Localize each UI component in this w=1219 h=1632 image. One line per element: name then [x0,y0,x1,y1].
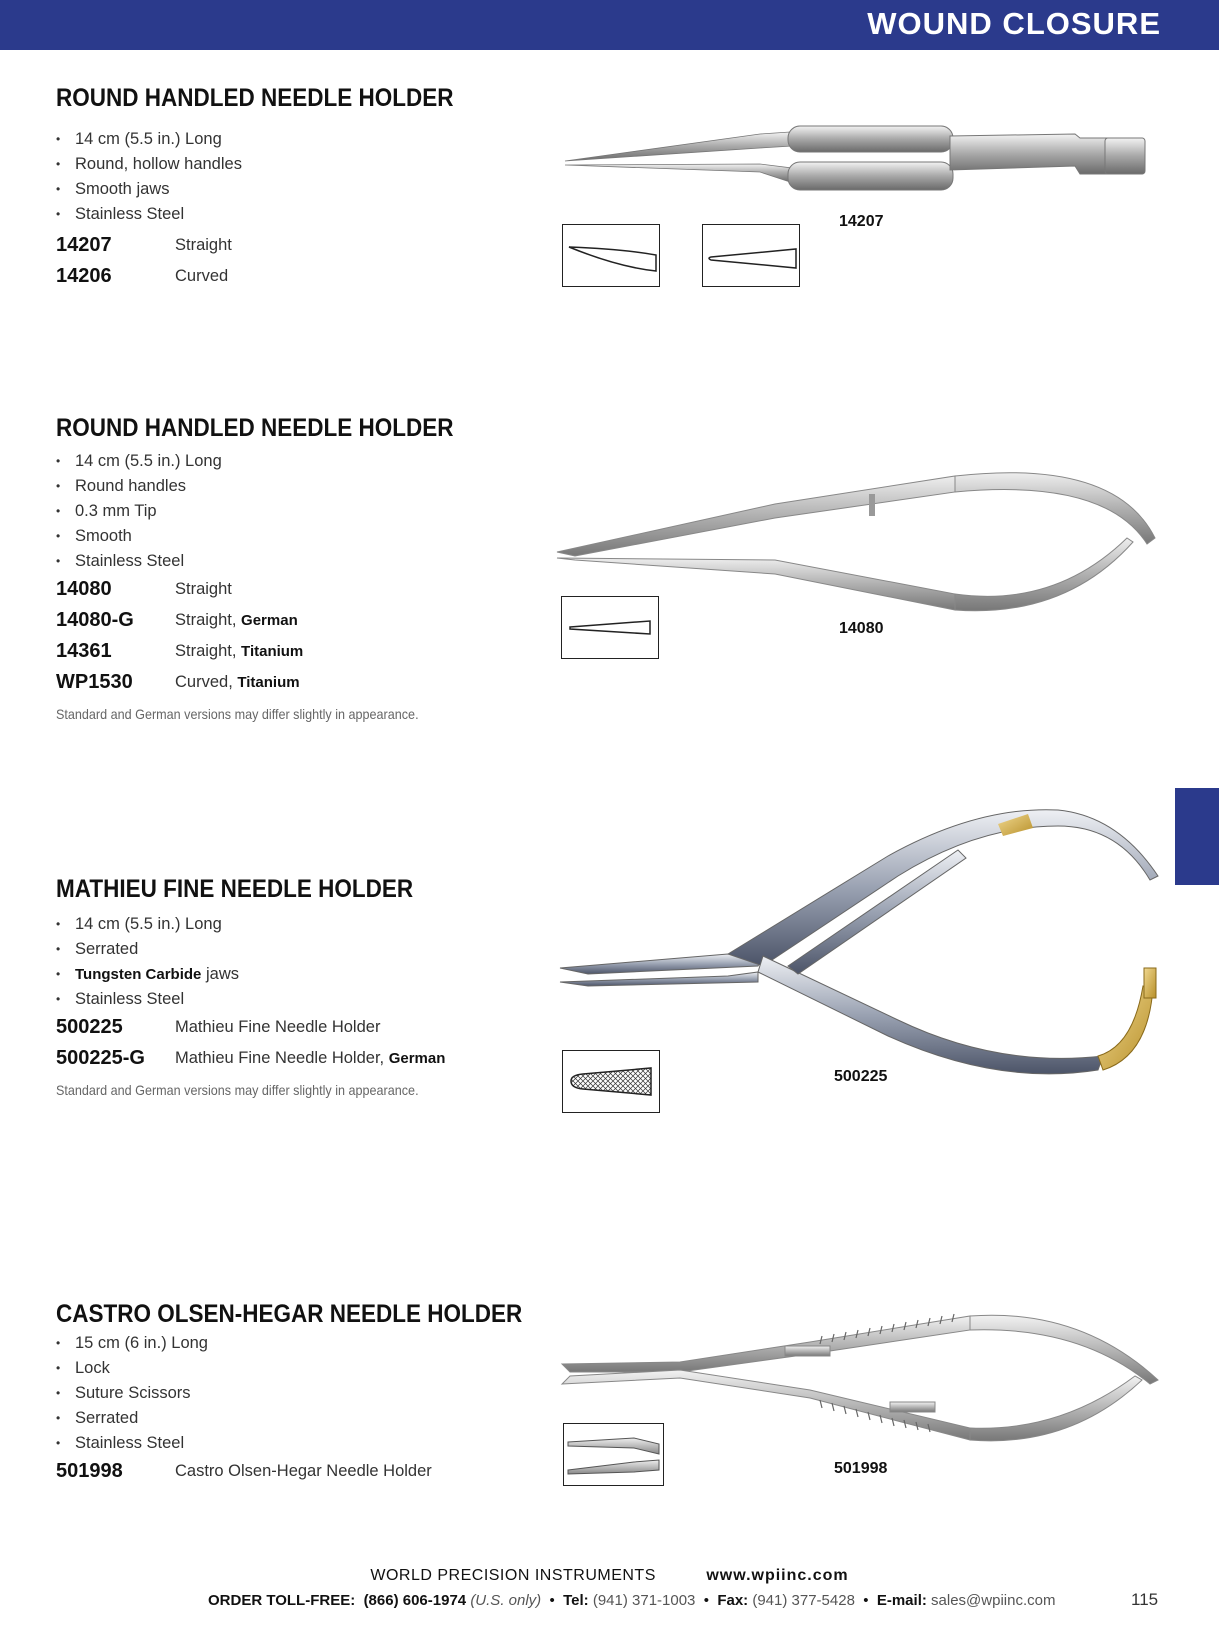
product-title: CASTRO OLSEN-HEGAR NEEDLE HOLDER [56,1300,523,1328]
sku-desc: Straight, Titanium [175,642,304,660]
sku-code: 14206 [56,265,112,287]
order-label: ORDER TOLL-FREE: [208,1592,356,1609]
jaw-tip-curved-diagram [562,224,660,287]
tel-label: Tel: [563,1592,589,1609]
feature-item: • 15 cm (6 in.) Long [56,1331,516,1356]
sku-row [56,1043,516,1074]
footer-contact-line: ORDER TOLL-FREE: (866) 606-1974 (U.S. only) • Tel: (941) 371-1003 • Fax: (941) 377-5428 • E-mail: sales@wpiinc.com [208,1592,1056,1609]
sku-row [56,667,516,698]
product-title: MATHIEU FINE NEEDLE HOLDER [56,875,414,903]
jaw-tip-straight-diagram [702,224,800,287]
feature-item: • 14 cm (5.5 in.) Long [56,127,516,152]
feature-item: • Stainless Steel [56,1431,516,1456]
sku-code: 500225 [56,1016,123,1038]
feature-item: • 14 cm (5.5 in.) Long [56,449,516,474]
company-name: WORLD PRECISION INSTRUMENTS [370,1567,656,1584]
feature-list [56,912,516,1012]
feature-list [56,449,516,574]
product-round-handled-2 [56,414,516,722]
sku-code: 14207 [56,234,112,256]
product-mathieu [56,875,516,1098]
fax-label: Fax: [717,1592,749,1609]
feature-item: • Stainless Steel [56,987,516,1012]
sku-row [56,261,516,292]
sku-row [56,605,516,636]
sku-desc: Castro Olsen-Hegar Needle Holder [175,1462,432,1480]
sku-code: 14361 [56,640,112,662]
sku-code: 14080-G [56,609,134,631]
needle-holder-image [560,124,1170,204]
version-note: Standard and German versions may differ slightly in appearance. [56,1082,419,1098]
sku-code: WP1530 [56,671,133,693]
sku-desc: Mathieu Fine Needle Holder [175,1018,381,1036]
header-bar [0,0,1219,50]
feature-item: • Suture Scissors [56,1381,516,1406]
tel-number: (941) 371-1003 [592,1592,696,1609]
jaw-tip-serrated-diagram [562,1050,660,1113]
feature-item: • Tungsten Carbide jaws [56,962,516,987]
sku-desc: Curved [175,267,229,285]
sku-code: 501998 [56,1460,123,1482]
sku-row [56,1012,516,1043]
sku-code: 14080 [56,578,112,600]
sku-desc: Mathieu Fine Needle Holder, German [175,1049,446,1067]
figure-label: 14080 [839,620,884,637]
feature-item: • Smooth jaws [56,177,516,202]
feature-item: • Round, hollow handles [56,152,516,177]
feature-list [56,1331,516,1456]
feature-item: • 14 cm (5.5 in.) Long [56,912,516,937]
feature-item: • Stainless Steel [56,549,516,574]
figure-label: 14207 [839,213,884,230]
feature-item: • Stainless Steel [56,202,516,227]
sku-desc: Straight [175,580,232,598]
order-number: (866) 606-1974 [363,1592,467,1609]
feature-item: • Round handles [56,474,516,499]
version-note: Standard and German versions may differ slightly in appearance. [56,706,419,722]
sku-desc: Straight, German [175,611,298,629]
email-link[interactable]: sales@wpiinc.com [931,1592,1056,1609]
product-round-handled-1 [56,84,516,292]
sku-desc: Straight [175,236,232,254]
feature-list [56,127,516,227]
section-title: WOUND CLOSURE [867,6,1161,41]
sku-desc: Curved, Titanium [175,673,300,691]
email-label: E-mail: [876,1592,927,1609]
product-castro-olsen-hegar [56,1300,523,1487]
sku-code: 500225-G [56,1047,145,1069]
feature-item: • Serrated [56,1406,516,1431]
section-tab [1175,788,1219,885]
feature-item: • Smooth [56,524,516,549]
jaw-tip-straight-diagram [561,596,659,659]
product-title: ROUND HANDLED NEEDLE HOLDER [56,84,454,112]
page-number: 115 [1131,1590,1159,1609]
fax-number: (941) 377-5428 [752,1592,855,1609]
figure-label: 500225 [834,1068,888,1085]
needle-holder-image [558,806,1168,1086]
figure-label: 501998 [834,1460,888,1477]
order-note: (U.S. only) [470,1592,542,1609]
sku-row [56,1456,516,1487]
feature-item: • 0.3 mm Tip [56,499,516,524]
feature-item: • Serrated [56,937,516,962]
jaw-tip-scissor-diagram [563,1423,664,1486]
sku-row [56,230,516,261]
sku-row [56,574,516,605]
sku-row [56,636,516,667]
product-title: ROUND HANDLED NEEDLE HOLDER [56,414,454,442]
website-link[interactable]: www.wpiinc.com [706,1567,849,1584]
footer-company-line [0,1567,1219,1585]
feature-item: • Lock [56,1356,516,1381]
